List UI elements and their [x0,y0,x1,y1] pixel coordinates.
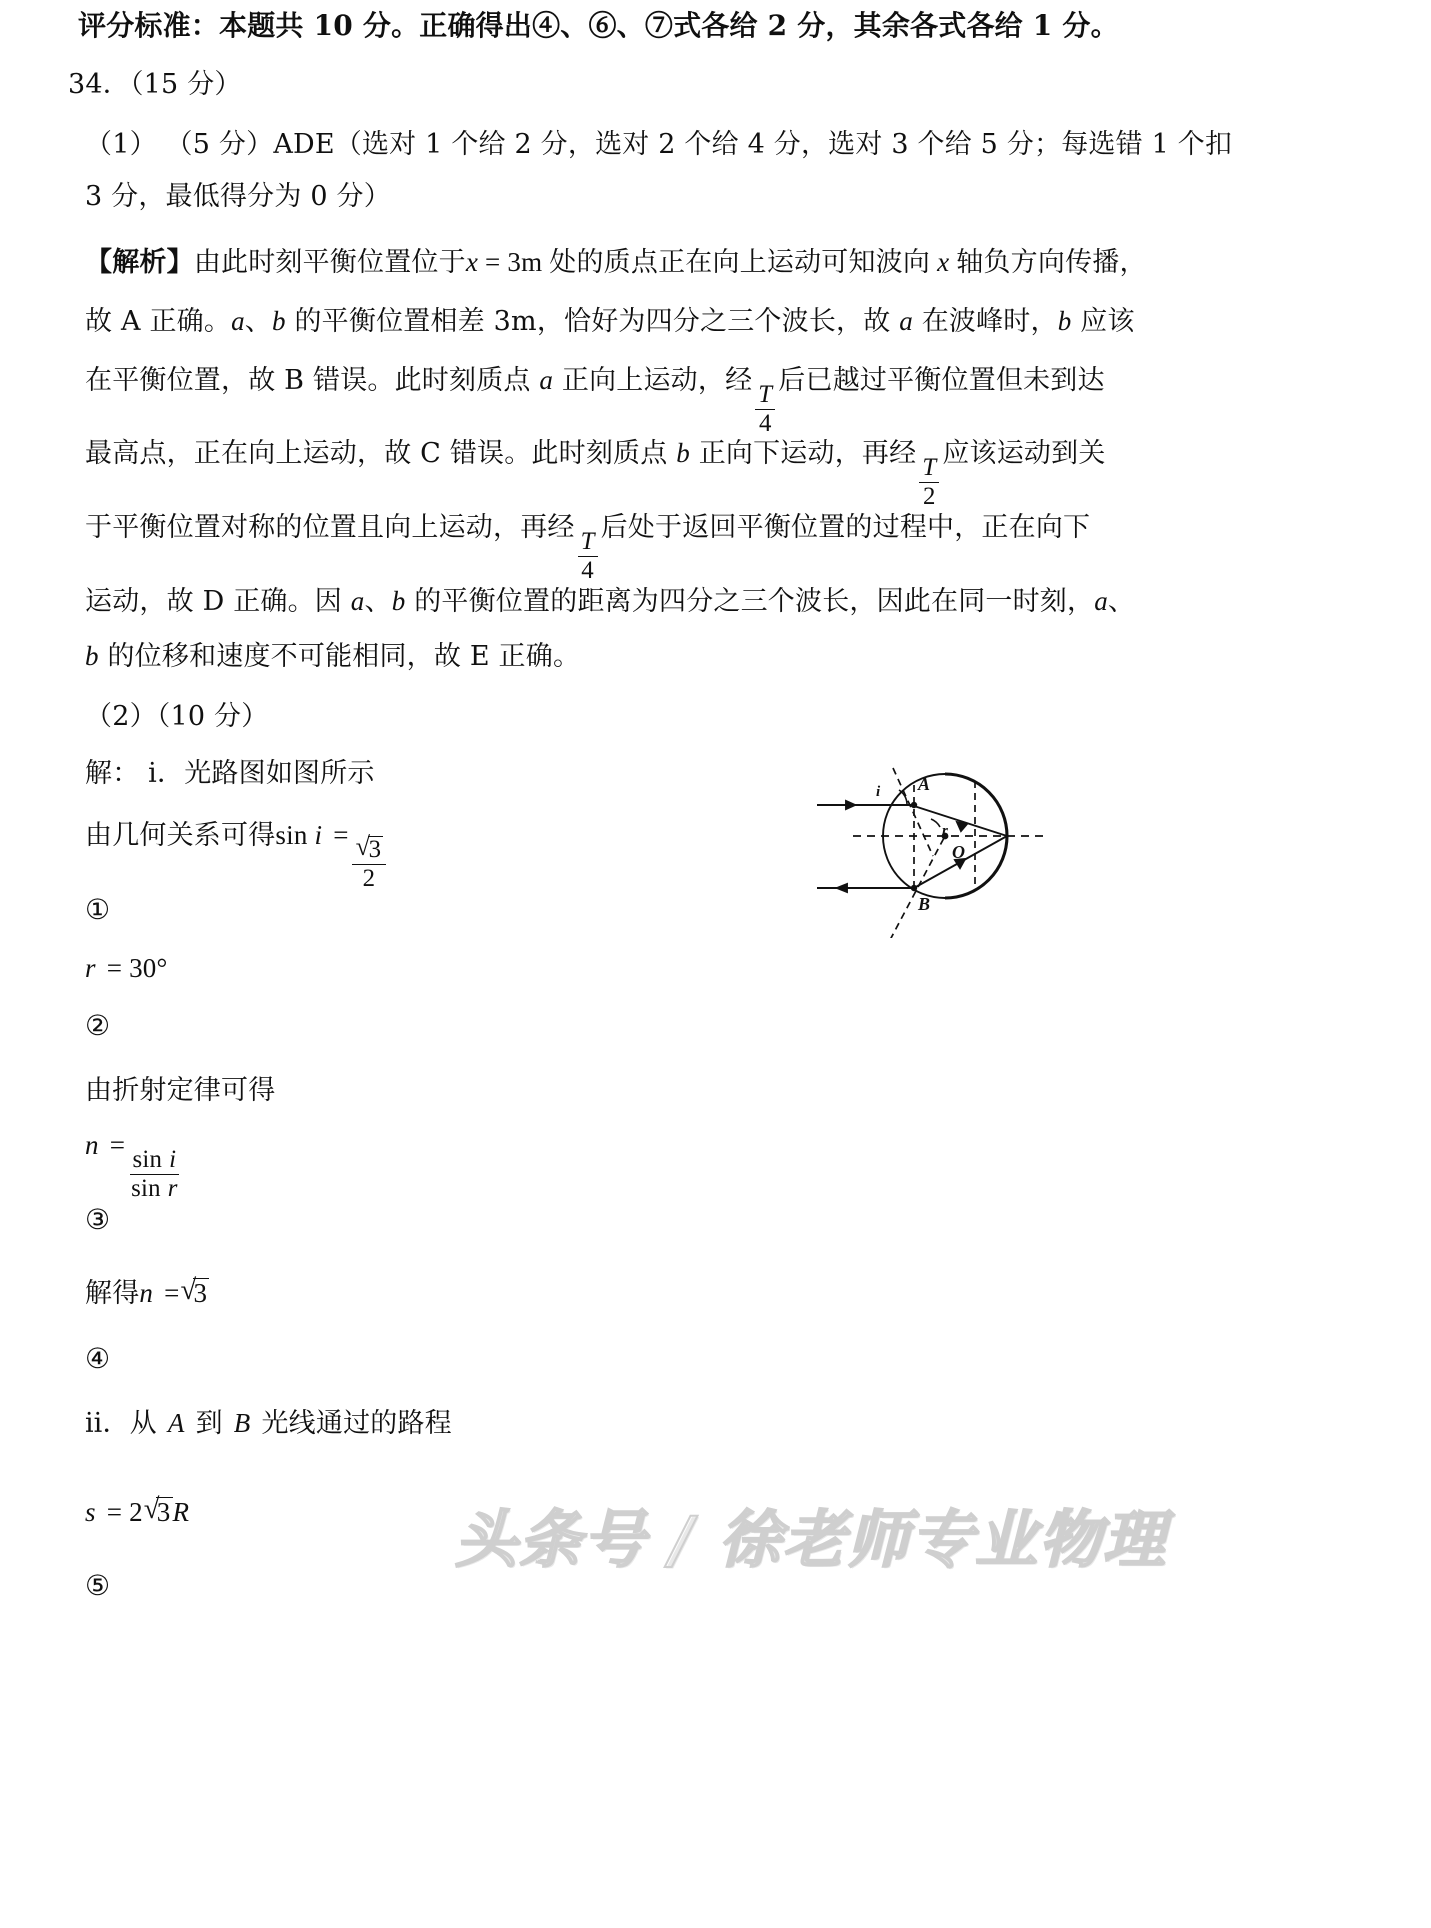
geometry-relation-line [85,822,389,892]
question-points: （15 分） [129,69,242,100]
sqrt-3-a: √ 3 [356,836,384,863]
analysis-line-6: 运动，故 D 正确。因 a、b 的平衡位置的距离为四分之三个波长，因此在同一时刻，a、 [85,586,1136,617]
scoring-standard-line [78,9,1119,42]
analysis-line-2: 故 A 正确。a、b 的平衡位置相差 3m，恰好为四分之三个波长，故 a 在波峰时，b 应该 [85,306,1135,337]
solved-equals: = [164,1278,180,1308]
arrow-exit-bottom [837,884,847,892]
arrow-a-to-right [957,822,967,831]
solved-n-symbol: n [139,1278,154,1308]
analysis-line-4: 最高点，正在向上运动，故 C 错误。此时刻质点 b 正向下运动，再经 $\frac{T}{2}$ 应该运动到关 [85,438,1106,510]
analysis-text-1: 由此时刻平衡位置位于x = 3m 处的质点正在向上运动可知波向 x 轴负方向传播， [193,247,1147,278]
s-symbol: s [85,1497,96,1527]
analysis-line-7: b 的位移和速度不可能相同，故 E 正确。 [85,641,581,672]
geometry-relation-prefix: 由几何关系可得 [85,820,276,851]
analysis-line-1 [85,249,1147,276]
sqrt-3-b: √ 3 [181,1278,210,1307]
label-incidence-angle: i [876,784,881,800]
part2-heading: （2）（10 分） [85,701,269,732]
fraction-t-over-4-a: $\frac{T}{4}$ [755,383,775,437]
s-formula-line [85,1497,189,1526]
analysis-label: 【解析】 [85,247,194,278]
sqrt-3-c: √ 3 [144,1497,173,1526]
equation-mark-4: ④ [85,1342,111,1375]
part1-heading: （1） （5 分）ADE（选对 1 个给 2 分，选对 2 个给 4 分，选对 3 个给 5 分；每选错 1 个扣 [85,129,1233,160]
solved-label: 解得 [85,1278,140,1309]
label-point-a: A [918,774,931,794]
r-symbol: r [85,953,96,983]
scoring-standard-text: 本题共 10 分。正确得出④、⑥、⑦式各给 2 分，其余各式各给 1 分。 [219,9,1119,42]
step2-point-b: B [233,1408,251,1438]
step2-tail: 光线通过的路程 [261,1408,452,1439]
angle-arc-r [931,819,940,827]
point-a-dot [911,802,917,808]
step2-point-a: A [167,1408,185,1438]
watermark-text: 头条号 / 徐老师专业物理 [455,1503,1167,1576]
r-value-line [85,955,168,982]
n-equals: = [109,1130,126,1160]
fraction-t-over-4-b: $\frac{T}{4}$ [578,530,598,584]
equation-mark-1: ① [85,893,111,926]
label-refraction-angle: r [942,823,948,839]
part2-solution-label: 解： ⅰ．光路图如图所示 [85,758,375,789]
optical-ray-diagram [815,728,1075,938]
equation-mark-5: ⑤ [85,1569,111,1602]
solved-n-line [85,1278,209,1307]
question-number: 34． [68,69,130,100]
n-symbol: n [85,1130,99,1160]
equation-mark-3: ③ [85,1203,111,1236]
r-value: = 30° [106,953,168,983]
n-formula-line [85,1132,184,1202]
arrow-incident-top [846,801,855,809]
analysis-line-5: 于平衡位置对称的位置且向上运动，再经 $\frac{T}{4}$ 后处于返回平衡位置的过程中，正在向下 [85,512,1091,584]
question-number-line [68,71,242,98]
fraction-sini-over-sinr: $\frac{\text{sin i}}{\text{sin r}}$ [131,1145,178,1202]
s-equals: = 2 [106,1497,143,1527]
s-radius-symbol: R [172,1497,190,1527]
part1-heading-cont: 3 分，最低得分为 0 分） [85,181,391,212]
analysis-line-3: 在平衡位置，故 B 错误。此时刻质点 a 正向上运动，经 $\frac{T}{4}$ 后已越过平衡位置但未到达 [85,365,1105,437]
equation-mark-2: ② [85,1009,111,1042]
label-point-b: B [918,894,931,914]
scoring-standard-label: 评分标准： [78,9,220,42]
point-b-dot [911,885,917,891]
fraction-t-over-2: $\frac{T}{2}$ [919,456,939,510]
label-center-o: O [952,842,965,862]
step2-mid: 到 [195,1408,223,1439]
sin-i-expression: sin i = √ $\frac{3}{2}$ [275,820,389,850]
step2-label-line [85,1410,452,1437]
step2-prefix: ⅱ．从 [85,1408,157,1439]
refraction-law-line: 由折射定律可得 [85,1075,276,1106]
fraction-sqrt3-over-2: √ $\frac{3}{2}$ [352,836,387,892]
